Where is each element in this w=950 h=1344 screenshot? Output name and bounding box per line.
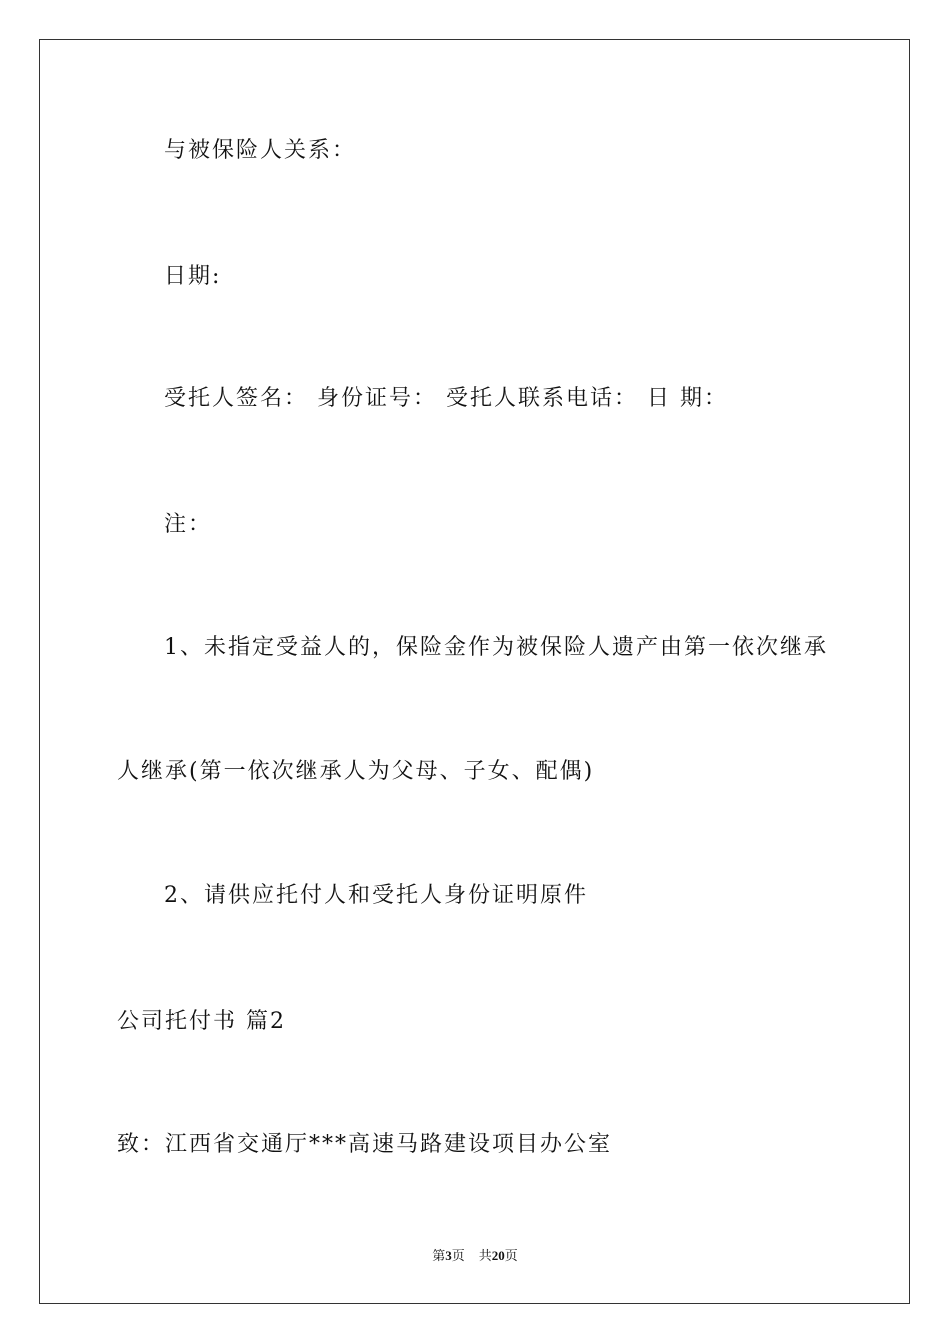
page-footer	[0, 1247, 950, 1265]
page-suffix: 页	[451, 1248, 465, 1263]
total-suffix: 页	[504, 1248, 518, 1263]
note-item-1-continued: 人继承(第一依次继承人为父母、子女、配偶)	[117, 759, 595, 784]
page-prefix: 第	[432, 1248, 446, 1263]
note-heading: 注：	[164, 512, 213, 537]
addressee-line: 致：江西省交通厅***高速马路建设项目办公室	[117, 1132, 613, 1157]
page-number: 3	[445, 1248, 452, 1263]
total-prefix: 共	[478, 1248, 492, 1263]
trustee-signature-line: 受托人签名： 身份证号： 受托人联系电话： 日 期：	[164, 386, 728, 411]
note-item-2: 2、请供应托付人和受托人身份证明原件	[164, 883, 588, 908]
page-border	[39, 39, 910, 1304]
total-pages: 20	[491, 1248, 505, 1263]
relation-to-insured-label: 与被保险人关系：	[164, 138, 357, 163]
section-heading: 公司托付书 篇2	[117, 1009, 286, 1034]
note-item-1: 1、未指定受益人的，保险金作为被保险人遗产由第一依次继承	[164, 635, 828, 660]
date-label: 日期:	[164, 264, 222, 289]
